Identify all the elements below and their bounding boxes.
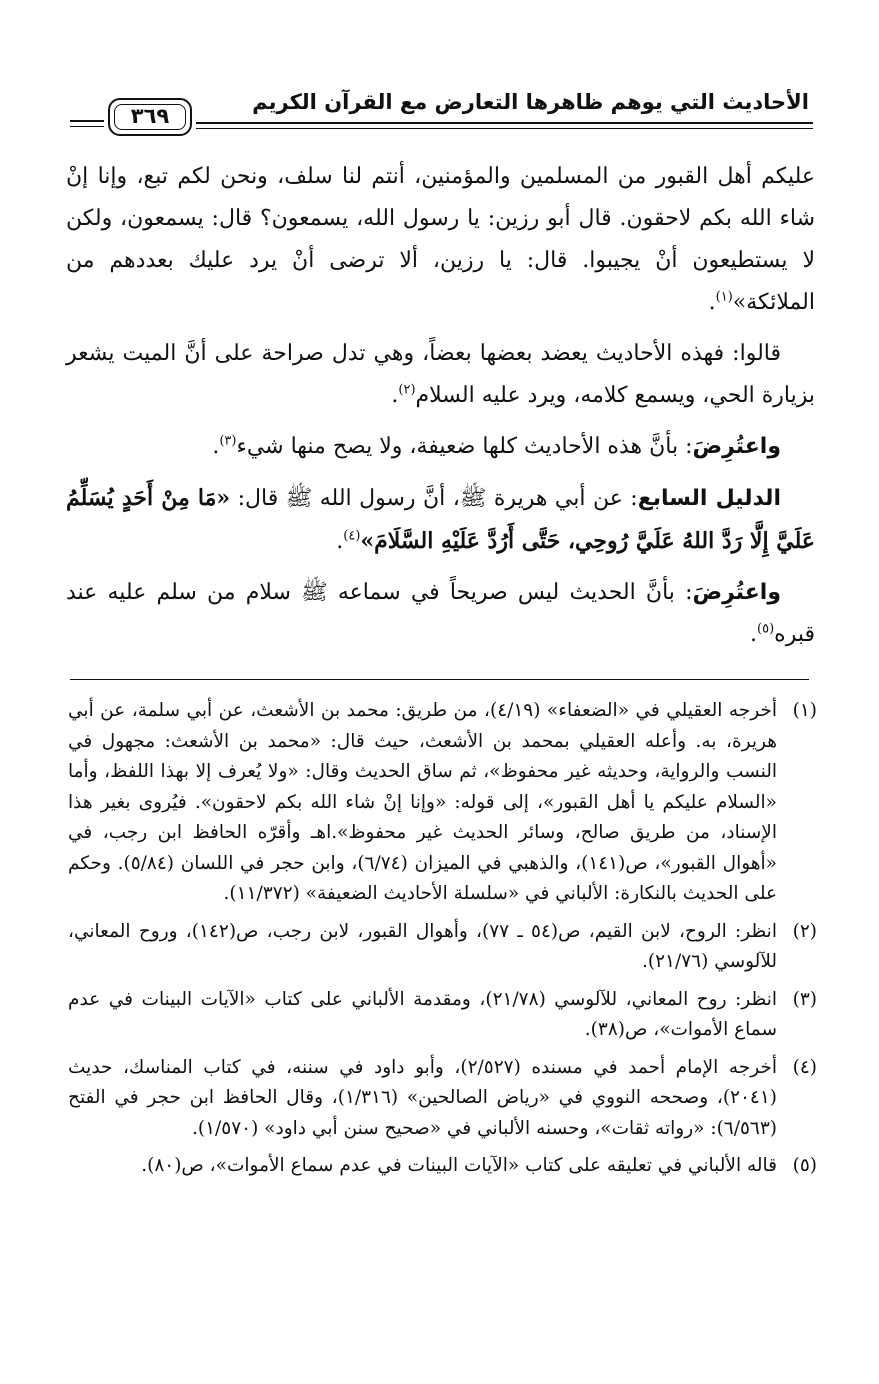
header-rule	[70, 120, 104, 122]
paragraph: واعتُرِضَ: بأنَّ هذه الأحاديث كلها ضعيفة، ولا يصح منها شيء$^{(٣)}$.	[212, 433, 781, 459]
paragraph-text: عليكم أهل القبور من المسلمين والمؤمنين، أنتم لنا سلف، ونحن لكم تبع، وإنا إنْ شاء الله بكم لاحقون. قال أبو رزين: يا رسول الله، يسمعون؟ قال: يسمعون، ولكن لا يستطيعون أنْ يجيبوا. قال: يا رزين، ألا ترضى أنْ يرد عليك بعددهم من الملائكة»	[66, 164, 816, 315]
footnote-text: انظر: روح المعاني، للآلوسي (٢١/٧٨)، ومقدمة الألباني على كتاب «الآيات البينات في عدم سماع الأموات»، ص(٣٨).	[68, 988, 777, 1040]
footnote-separator	[70, 679, 809, 680]
footnote	[68, 1053, 817, 1145]
footnote-number: (٤)	[792, 1056, 817, 1078]
paragraph-text: : عن أبي هريرة ﷺ، أنَّ رسول الله ﷺ قال:	[230, 486, 638, 511]
main-text	[66, 156, 815, 665]
paragraph: واعتُرِضَ: بأنَّ الحديث ليس صريحاً في سماعه ﷺ سلام من سلم عليه عند قبره$^{(٥)}$.	[66, 580, 815, 647]
paragraph-text: قالوا: فهذه الأحاديث يعضد بعضها بعضاً، وهي تدل صراحة على أنَّ الميت يشعر بزيارة الحي، ويسمع كلامه، ويرد عليه السلام	[66, 341, 815, 408]
paragraph-lead: الدليل السابع	[637, 486, 781, 511]
running-header	[70, 86, 813, 138]
footnote-number: (٣)	[792, 988, 817, 1010]
paragraph-text: : بأنَّ الحديث ليس صريحاً في سماعه ﷺ سلام من سلم عليه عند قبره	[66, 580, 815, 647]
footnote-number: (١)	[792, 700, 817, 721]
footnote	[68, 985, 817, 1046]
footnote	[68, 917, 817, 978]
paragraph: الدليل السابع: عن أبي هريرة ﷺ، أنَّ رسول الله ﷺ قال: «مَا مِنْ أَحَدٍ يُسَلِّمُ عَلَيَّ إِلَّا رَدَّ اللهُ عَلَيَّ رُوحِي، حَتَّى أَرُدَّ عَلَيْهِ السَّلَامَ»$^{(٤)}$.	[66, 485, 815, 554]
footnote-ref: (٢)	[398, 382, 416, 398]
footnote	[68, 696, 817, 910]
footnote-ref: (٤)	[343, 528, 361, 544]
paragraph: عليكم أهل القبور من المسلمين والمؤمنين، أنتم لنا سلف، ونحن لكم تبع، وإنا إنْ شاء الله بكم لاحقون. قال أبو رزين: يا رسول الله، يسمعون؟ قال: يسمعون، ولكن لا يستطيعون أنْ يجيبوا. قال: يا رزين، ألا ترضى أنْ يرد عليك بعددهم من الملائكة»$^{(١)}$.	[66, 164, 816, 315]
footnotes	[68, 696, 817, 1189]
footnote-text: أخرجه الإمام أحمد في مسنده (٢/٥٢٧)، وأبو داود في سننه، في كتاب المناسك، حديث (٢٠٤١)، وصححه النووي في «رياض الصالحين» (١/٣١٦)، وقال الحافظ ابن حجر في الفتح (٦/٥٦٣): «رواته ثقات»، وحسنه الألباني في «صحيح سنن أبي داود» (١/٥٧٠).	[68, 1056, 778, 1139]
footnote-ref: (٥)	[757, 621, 775, 637]
header-rule	[196, 128, 813, 129]
footnote-ref: (٣)	[219, 433, 237, 449]
page-number-frame	[108, 98, 192, 136]
header-rule	[70, 126, 104, 127]
footnote-ref: (١)	[715, 289, 733, 305]
footnote-text: قاله الألباني في تعليقه على كتاب «الآيات البينات في عدم سماع الأموات»، ص(٨٠).	[141, 1155, 777, 1176]
header-rule	[196, 122, 813, 124]
paragraph: قالوا: فهذه الأحاديث يعضد بعضها بعضاً، وهي تدل صراحة على أنَّ الميت يشعر بزيارة الحي، ويسمع كلامه، ويرد عليه السلام$^{(٢)}$.	[66, 341, 815, 408]
footnote	[68, 1151, 817, 1182]
page-number: ٣٦٩	[130, 104, 170, 128]
paragraph-lead: واعتُرِضَ	[692, 580, 781, 605]
paragraph-text: : بأنَّ هذه الأحاديث كلها ضعيفة، ولا يصح منها شيء	[236, 434, 693, 459]
hadith-quote: «مَا مِنْ أَحَدٍ يُسَلِّمُ عَلَيَّ إِلَّا رَدَّ اللهُ عَلَيَّ رُوحِي، حَتَّى أَرُدَّ عَلَيْهِ السَّلَامَ»	[66, 485, 815, 554]
footnote-text: أخرجه العقيلي في «الضعفاء» (٤/١٩)، من طريق: محمد بن الأشعث، عن أبي سلمة، عن أبي هريرة، به. وأعله العقيلي بمحمد بن الأشعث، حيث قال: «محمد بن الأشعث: مجهول في النسب والرواية، وحديثه غير محفوظ»، ثم ساق الحديث وقال: «ولا يُعرف إلا بهذا اللفظ، وأما «السلام عليكم يا أهل القبور»، إلى قوله: «وإنا إنْ شاء الله بكم لاحقون». فيُروى بغير هذا الإسناد، من طريق صالح، وسائر الحديث غير محفوظ».اهـ وأقرّه الحافظ ابن رجب، في «أهوال القبور»، ص(١٤١)، والذهبي في الميزان (٦/٧٤)، وابن حجر في اللسان (٥/٨٤). وحكم على الحديث بالنكارة: الألباني في «سلسلة الأحاديث الضعيفة» (١١/٣٧٢).	[68, 700, 777, 904]
footnote-text: انظر: الروح، لابن القيم، ص(٥٤ ـ ٧٧)، وأهوال القبور، لابن رجب، ص(١٤٢)، وروح المعاني، للآلوسي (٢١/٧٦).	[68, 920, 777, 972]
paragraph-lead: واعتُرِضَ	[692, 434, 781, 459]
footnote-number: (٢)	[792, 920, 817, 942]
running-header-title: الأحاديث التي يوهم ظاهرها التعارض مع القرآن الكريم	[252, 90, 809, 114]
footnote-number: (٥)	[792, 1155, 817, 1176]
